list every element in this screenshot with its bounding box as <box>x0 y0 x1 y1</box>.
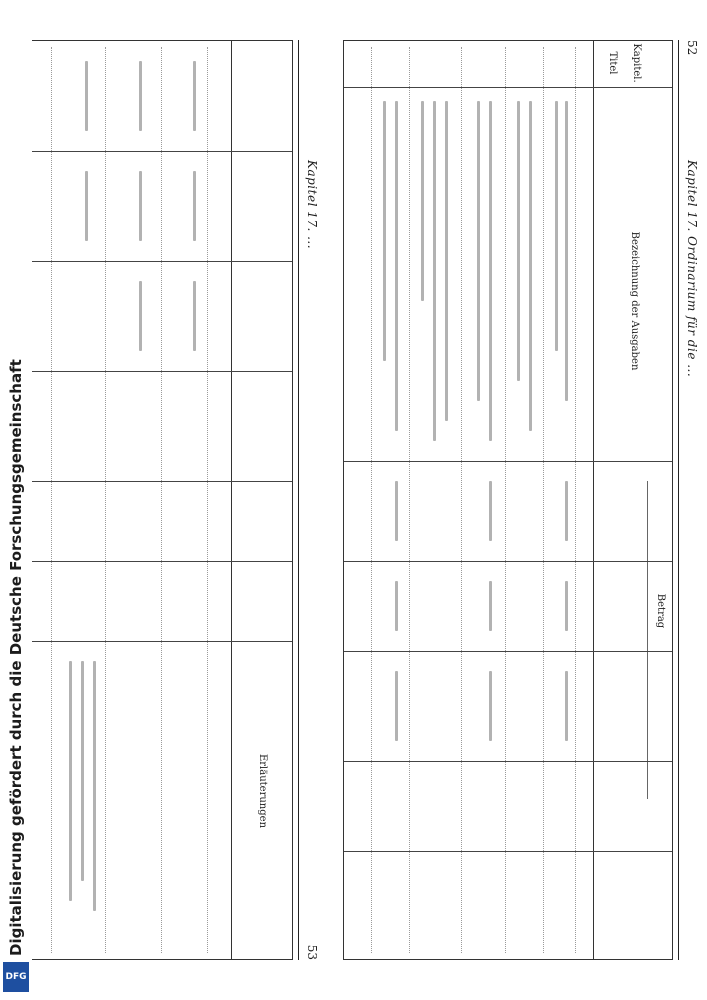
funding-notice: Digitalisierung gefördert durch die Deutsche Forschungsgemeinschaft <box>7 359 25 956</box>
illegible-line <box>565 101 568 401</box>
column-rule <box>344 651 672 652</box>
illegible-line <box>517 101 520 381</box>
table-row <box>161 47 162 953</box>
table-row <box>105 47 106 953</box>
illegible-figure <box>193 171 196 241</box>
table-row <box>543 47 544 953</box>
table-column-headers <box>593 41 672 959</box>
page-right <box>327 0 707 1000</box>
illegible-figure <box>139 281 142 351</box>
dfg-logo-text: DFG <box>5 972 27 982</box>
illegible-line <box>69 661 72 901</box>
column-rule <box>344 761 672 762</box>
illegible-line <box>489 101 492 441</box>
illegible-figure <box>139 61 142 131</box>
column-rule <box>17 481 292 482</box>
table-row <box>505 47 506 953</box>
illegible-figure <box>85 61 88 131</box>
column-rule <box>344 851 672 852</box>
illegible-line <box>81 661 84 881</box>
dfg-logo <box>3 962 29 992</box>
column-rule <box>344 461 672 462</box>
page-title: Kapitel 17. ... <box>305 160 319 250</box>
page-header-right <box>678 40 701 960</box>
illegible-line <box>93 661 96 911</box>
budget-table-right <box>343 40 673 960</box>
illegible-figure <box>489 581 492 631</box>
illegible-line <box>433 101 436 441</box>
page-header-left <box>298 40 321 960</box>
page-title: Kapitel 17. Ordinarium für die ... <box>685 160 699 378</box>
table-row <box>207 47 208 953</box>
page-number: 53 <box>305 944 319 960</box>
illegible-figure <box>489 671 492 741</box>
scanner-margin <box>0 0 32 1000</box>
illegible-line <box>445 101 448 421</box>
table-row <box>575 47 576 953</box>
page-number: 52 <box>685 40 699 56</box>
illegible-line <box>477 101 480 401</box>
illegible-figure <box>395 671 398 741</box>
table-row <box>371 47 372 953</box>
illegible-line <box>555 101 558 351</box>
column-rule <box>344 561 672 562</box>
column-rule <box>17 561 292 562</box>
header-rule <box>647 481 648 799</box>
illegible-figure <box>489 481 492 541</box>
illegible-figure <box>193 61 196 131</box>
table-row <box>51 47 52 953</box>
table-column-headers <box>231 41 292 959</box>
table-row <box>409 47 410 953</box>
illegible-line <box>421 101 424 301</box>
illegible-figure <box>565 481 568 541</box>
illegible-figure <box>565 581 568 631</box>
illegible-figure <box>395 581 398 631</box>
page-left <box>0 0 327 1000</box>
col-header-bezeichnung: Bezeichnung der Ausgaben <box>629 231 640 371</box>
column-rule <box>17 261 292 262</box>
column-rule <box>344 87 672 88</box>
budget-table-left <box>16 40 293 960</box>
col-header-erlaeuterungen: Erläuterungen <box>257 753 268 829</box>
illegible-line <box>383 101 386 361</box>
column-rule <box>17 641 292 642</box>
col-header-kapitel: Kapitel. <box>631 43 642 83</box>
column-rule <box>17 371 292 372</box>
illegible-figure <box>193 281 196 351</box>
illegible-figure <box>565 671 568 741</box>
col-header-titel: Titel <box>607 51 618 75</box>
col-header-betrag: Betrag <box>655 593 666 629</box>
illegible-figure <box>395 481 398 541</box>
illegible-figure <box>85 171 88 241</box>
column-rule <box>17 151 292 152</box>
illegible-figure <box>139 171 142 241</box>
table-row <box>461 47 462 953</box>
illegible-line <box>529 101 532 431</box>
illegible-line <box>395 101 398 431</box>
